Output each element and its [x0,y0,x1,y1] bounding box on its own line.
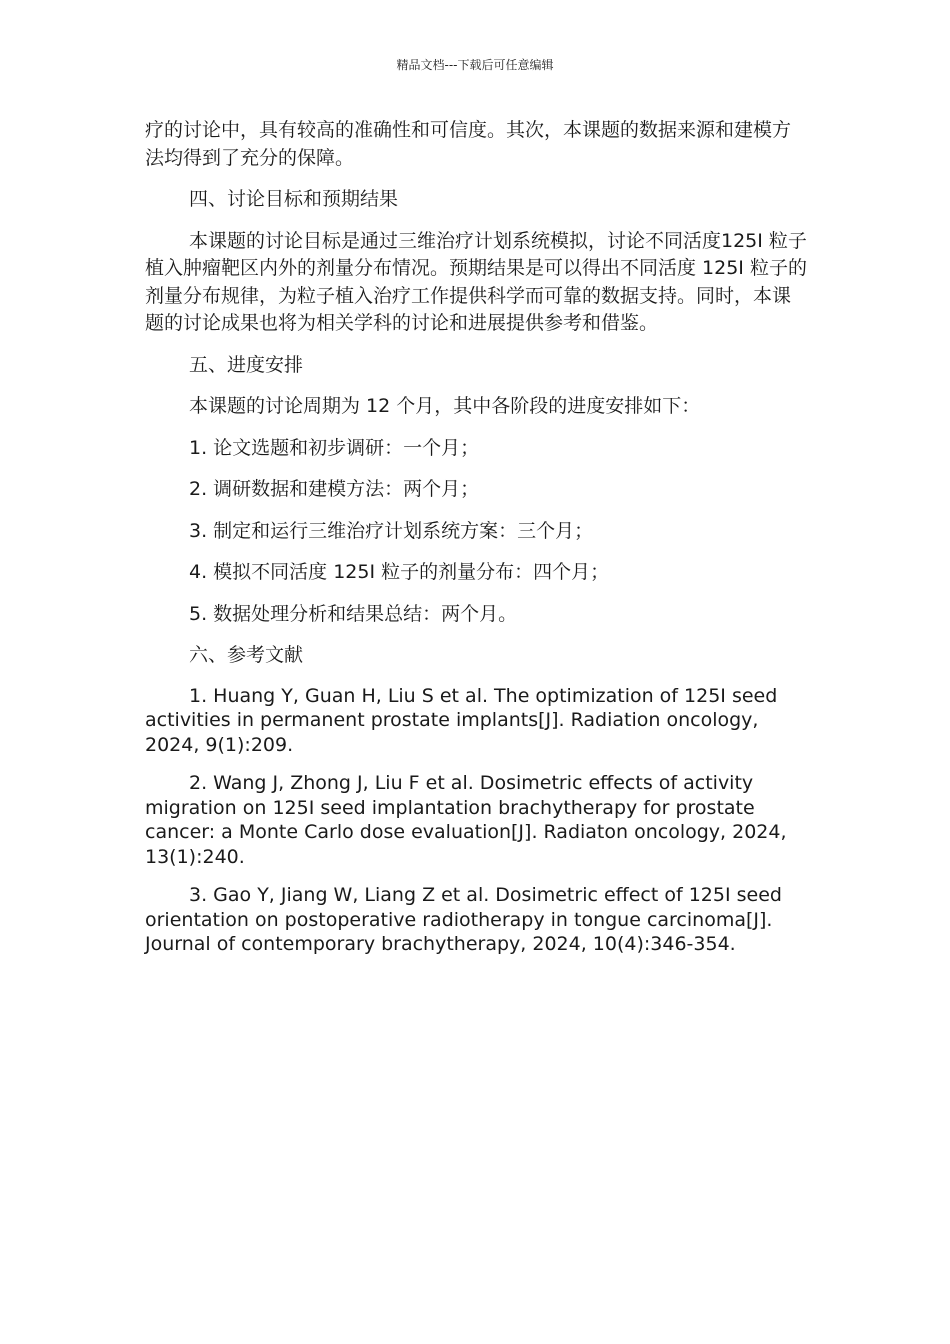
schedule-item: 3. 制定和运行三维治疗计划系统方案：三个月； [189,519,594,542]
section-6-heading: 六、参考文献 [189,644,304,666]
schedule-intro: 本课题的讨论周期为 12 个月，其中各阶段的进度安排如下： [189,395,701,417]
section-5-heading: 五、进度安排 [189,353,304,376]
reference-item: 1. Huang Y, Guan H, Liu S et al. The optimization of 125I seed activities in permanent prostate implants[J]. Radiation oncology, 2024, 9(1):209. [145,684,778,756]
schedule-item: 2. 调研数据和建模方法：两个月； [189,478,480,500]
section-4-paragraph: 本课题的讨论目标是通过三维治疗计划系统模拟，讨论不同活度125I 粒子植入肿瘤靶区内外的剂量分布情况。预期结果是可以得出不同活度 125I 粒子的剂量分布规律，为粒子植入治疗工作提供科学而可靠的数据支持。同时，本课题的讨论成果也将为相关学科的讨论和进展提供参考和借鉴。 [145,229,807,334]
schedule-item: 4. 模拟不同活度 125I 粒子的剂量分布：四个月； [189,561,610,583]
section-4-heading: 四、讨论目标和预期结果 [189,188,399,210]
schedule-item: 1. 论文选题和初步调研：一个月； [189,436,480,459]
reference-item: 2. Wang J, Zhong J, Liu F et al. Dosimetric effects of activity migration on 125I seed implantation brachytherapy for prostate cancer: a Monte Carlo dose evaluation[J]. Radiaton oncology, 2024, 13(1):240. [145,772,787,868]
document-body [145,117,807,971]
reference-item: 3. Gao Y, Jiang W, Liang Z et al. Dosimetric effect of 125I seed orientation on postoperative radiotherapy in tongue carcinoma[J]. Journal of contemporary brachytherapy, 2024, 10(4):346-354. [145,884,782,955]
page-header: 精品文档---下载后可任意编辑 [396,58,554,72]
continuation-paragraph: 疗的讨论中，具有较高的准确性和可信度。其次，本课题的数据来源和建模方法均得到了充分的保障。 [145,119,792,169]
schedule-item: 5. 数据处理分析和结果总结：两个月。 [189,602,518,625]
